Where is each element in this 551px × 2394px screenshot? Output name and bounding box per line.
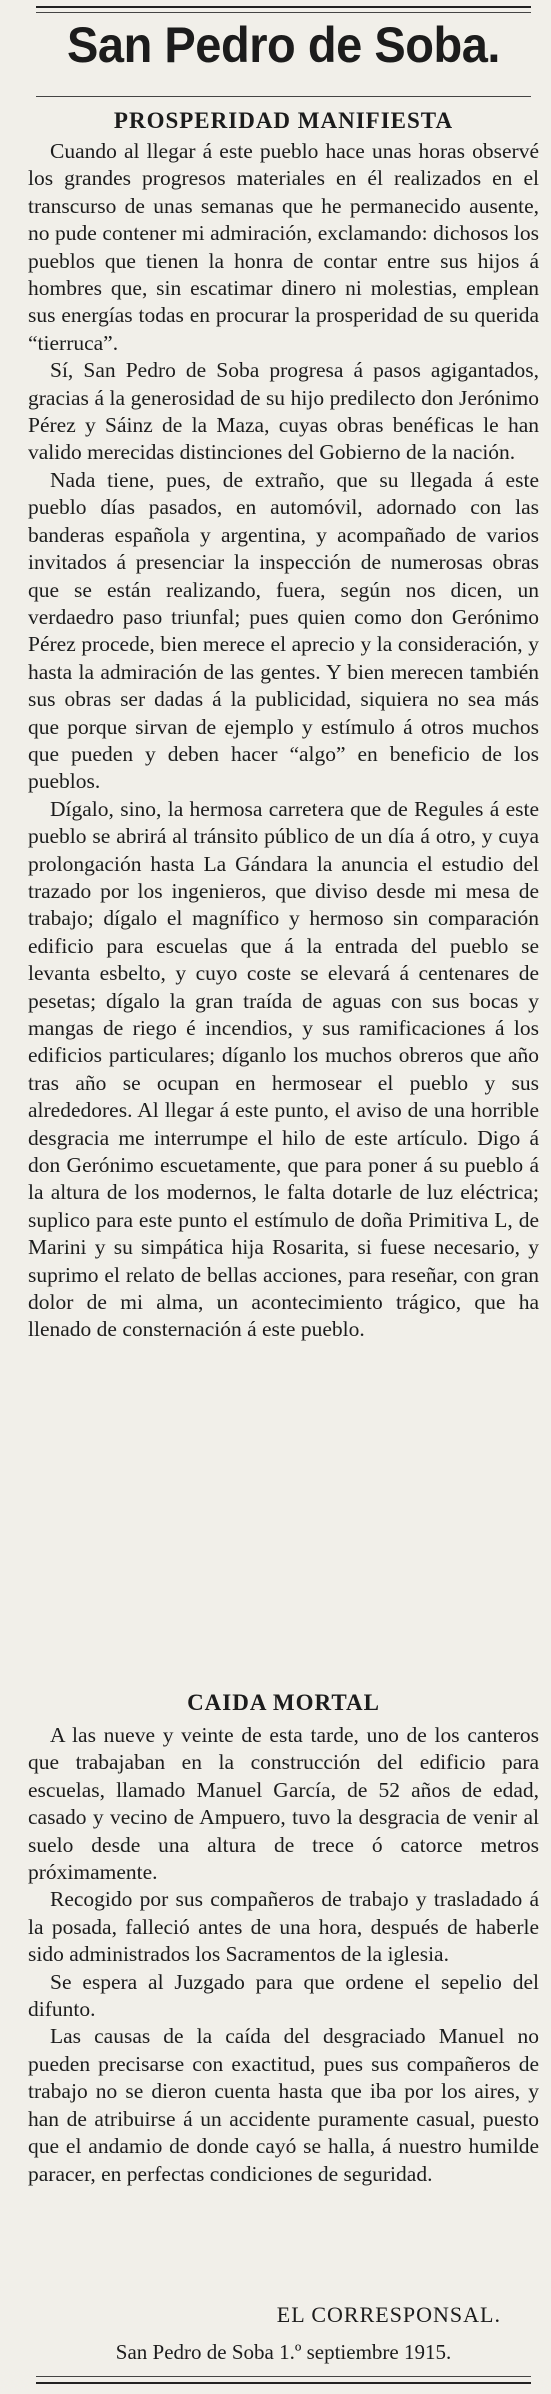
- signature: EL CORRESPONSAL.: [276, 2302, 501, 2327]
- section-heading-caida: CAIDA MORTAL: [187, 1690, 380, 1715]
- bottom-rule-thick: [36, 2382, 531, 2384]
- article-column: [28, 0, 539, 2394]
- section-heading-prosperidad: PROSPERIDAD MANIFIESTA: [113, 108, 454, 133]
- dateline: San Pedro de Soba 1.º septiembre 1915.: [115, 2340, 452, 2364]
- article-title: San Pedro de Soba.: [67, 17, 500, 73]
- bottom-rule: [36, 2376, 531, 2377]
- top-rule: [36, 6, 531, 8]
- section-body-caida: [28, 1722, 539, 2188]
- top-rule-thin: [36, 12, 531, 13]
- section-body-prosperidad: [28, 138, 539, 1344]
- paragraph: Se espera al Juzgado para que ordene el sepelio del difunto.: [28, 1969, 539, 2022]
- paragraph: Recogido por sus compañeros de trabajo y trasladado á la posada, falleció antes de una hora, después de haberle sido administrados los Sacramentos de la iglesia.: [28, 1887, 539, 1967]
- paragraph: A las nueve y veinte de esta tarde, uno de los canteros que trabajaban en la construcción del edificio para escuelas, llamado Manuel García, de 52 años de edad, casado y vecino de Ampuero, tuvo la desgracia de venir al suelo desde una altura de trece ó catorce metros próximamente.: [28, 1723, 539, 1885]
- title-rule: [36, 96, 531, 97]
- paragraph: Dígalo, sino, la hermosa carretera que de Regules á este pueblo se abrirá al tránsito público de un día á otro, y cuya prolongación hasta La Gándara la anuncia el estudio del trazado por los ingenieros, que diviso desde mi mesa de trabajo; dígalo el magnífico y hermoso sin comparación edificio para escuelas que á la entrada del pueblo se levanta esbelto, y cuyo coste se elevará á centenares de pesetas; dígalo la gran traída de aguas con sus bocas y mangas de riego é incendios, y sus ramificaciones á los edificios particulares; díganlo los muchos obreros que año tras año se ocupan en hermosear el pueblo y sus alrededores. Al llegar á este punto, el aviso de una horrible desgracia me interrumpe el hilo de este artículo. Digo á don Gerónimo escuetamente, que para poner á su pueblo á la altura de los modernos, le falta dotarle de luz eléctrica; suplico para este punto el estímulo de doña Primitiva L, de Marini y su simpática hija Rosarita, si fuese necesario, y suprimo el relato de bellas acciones, para reseñar, con gran dolor de mi alma, un acontecimiento trágico, que ha llenado de consternación á este pueblo.: [28, 796, 539, 1342]
- paragraph: Sí, San Pedro de Soba progresa á pasos agigantados, gracias á la generosidad de su hijo predilecto don Jerónimo Pérez y Sáinz de la Maza, cuyas obras benéficas le han valido merecidas distinciones del Gobierno de la nación.: [28, 358, 539, 465]
- paragraph: Cuando al llegar á este pueblo hace unas horas observé los grandes progresos materiales en él realizados en el transcurso de unas semanas que he permanecido ausente, no pude contener mi admiración, exclamando: dichosos los pueblos que tienen la honra de contar entre sus hijos á hombres que, sin escatimar dinero ni molestias, emplean sus energías todas en procurar la prosperidad de su querida “tierruca”.: [28, 139, 539, 355]
- paragraph: Las causas de la caída del desgraciado Manuel no pueden precisarse con exactitud, pues sus compañeros de trabajo no se dieron cuenta hasta que iba por los aires, y han de atribuirse á un accidente puramente casual, puesto que el andamio de donde cayó se halla, á nuestro humilde paracer, en perfectas condiciones de seguridad.: [28, 2024, 539, 2186]
- paragraph: Nada tiene, pues, de extraño, que su llegada á este pueblo días pasados, en automóvil, adornado con las banderas española y argentina, y acompañado de varios invitados á presenciar la inspección de numerosas obras que se están realizando, fuera, según nos dicen, un verdaedro paso triunfal; pues quien como don Gerónimo Pérez procede, bien merece el aprecio y la consideración, y hasta la admiración de las gentes. Y bien merecen también sus obras ser dadas á la publicidad, siquiera no sea más que porque sirvan de ejemplo y estímulo á otros muchos que pueden y deben hacer “algo” en beneficio de los pueblos.: [28, 467, 539, 794]
